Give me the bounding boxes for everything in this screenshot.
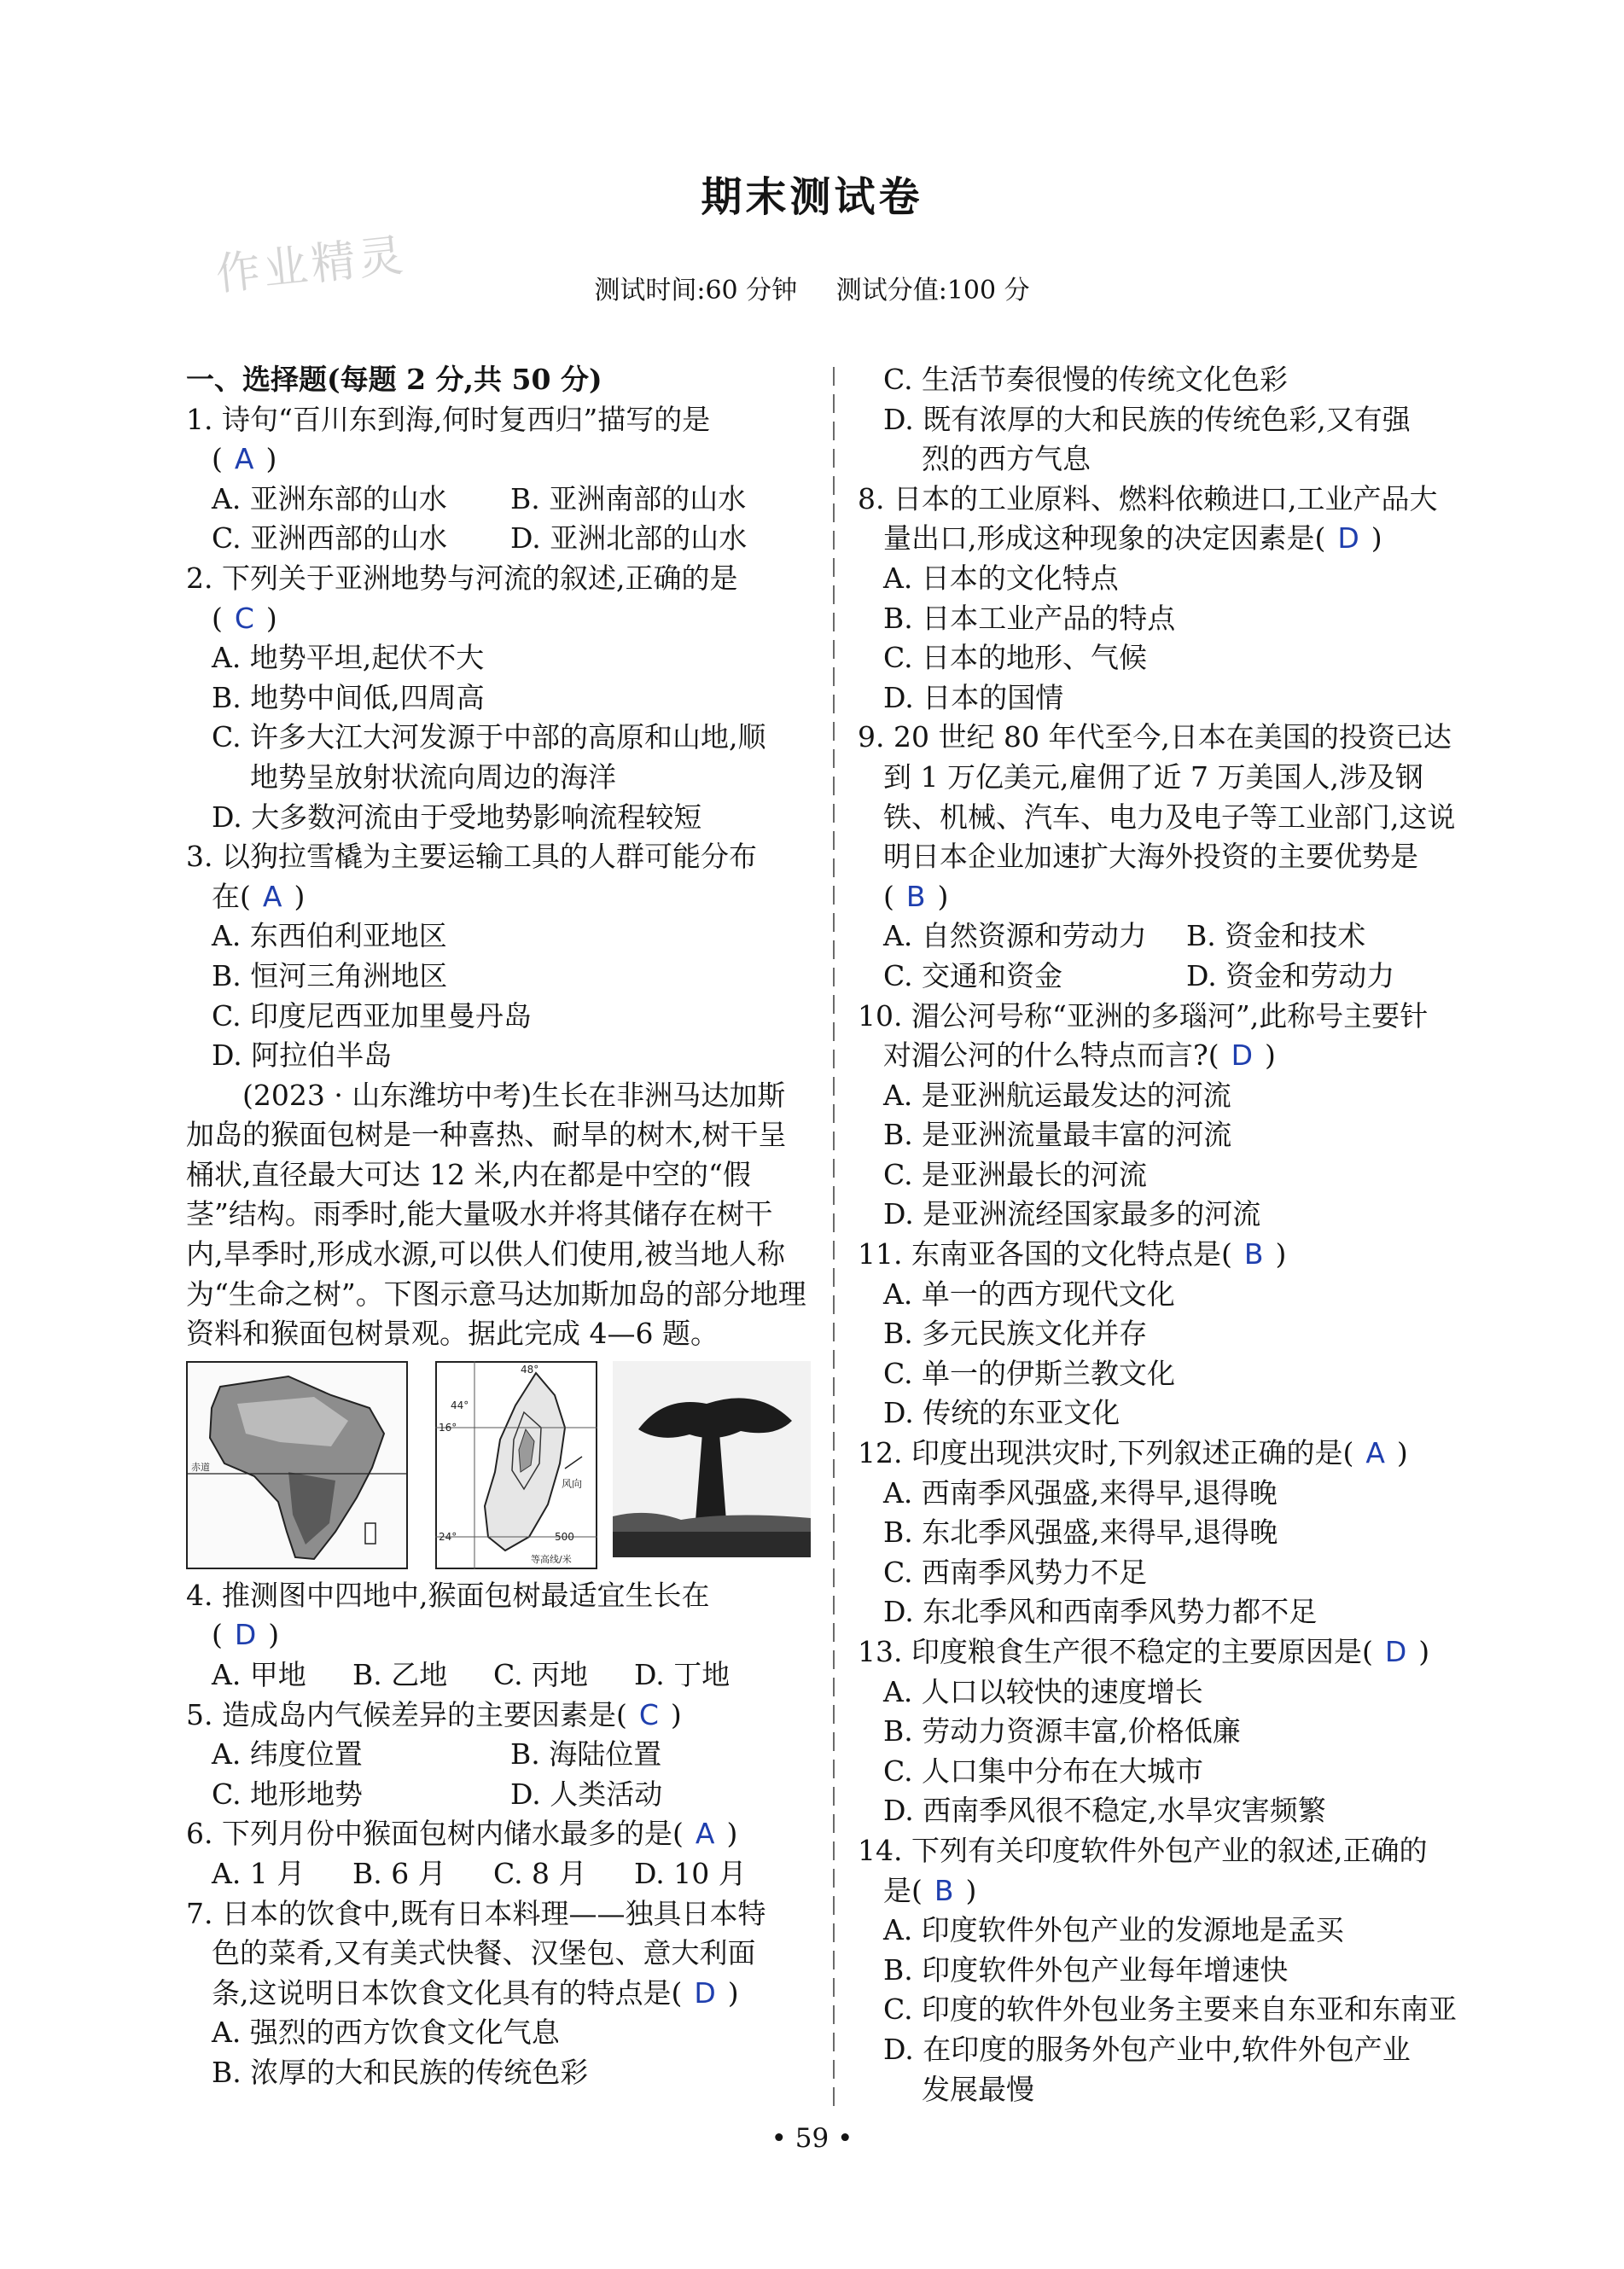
answer-mark: D: [1231, 1039, 1253, 1073]
option: D. 丁地: [634, 1658, 731, 1692]
option: B. 东北季风强盛,来得早,退得晚: [883, 1516, 1278, 1550]
option: C. 日本的地形、气候: [883, 641, 1148, 675]
africa-map: [186, 1361, 408, 1569]
option: D. 大多数河流由于受地势影响流程较短: [212, 800, 702, 834]
option: A. 西南季风强盛,来得早,退得晚: [883, 1475, 1278, 1510]
option: B. 海陆位置: [510, 1737, 662, 1772]
option: B. 乙地: [352, 1658, 448, 1692]
option: D. 是亚洲流经国家最多的河流: [883, 1197, 1261, 1231]
page-title: 期末测试卷: [701, 173, 923, 221]
option: B. 地势中间低,四周高: [212, 680, 485, 714]
answer-mark: C: [638, 1697, 659, 1731]
option: D. 东北季风和西南季风势力都不足: [883, 1595, 1318, 1629]
question-3: 3. 以狗拉雪橇为主要运输工具的人群可能分布 在( A ) A. 东西伯利亚地区 B. 恒河三角洲地区 C. 印度尼西亚加里曼丹岛 D. 阿拉伯半岛: [186, 837, 809, 1076]
option: D. 亚洲北部的山水: [510, 521, 748, 556]
option: B. 6 月: [352, 1857, 446, 1890]
option: B. 劳动力资源丰富,价格低廉: [883, 1714, 1241, 1748]
svg-text:44°: 44°: [451, 1399, 469, 1411]
option: A. 是亚洲航运最发达的河流: [883, 1078, 1231, 1112]
test-score: 测试分值:100 分: [835, 276, 1030, 305]
option: B. 亚洲南部的山水: [510, 481, 747, 515]
option: A. 东西伯利亚地区: [212, 919, 447, 953]
test-time: 测试时间:60 分钟: [594, 276, 798, 305]
answer-mark: A: [695, 1817, 715, 1851]
option: D. 资金和劳动力: [1186, 958, 1395, 992]
question-12: 12. 印度出现洪灾时,下列叙述正确的是( A ) A. 西南季风强盛,来得早,退得晚 B. 东北季风强盛,来得早,退得晚 C. 西南季风势力不足 D. 东北季风和西南季风势力都不足: [858, 1434, 1489, 1632]
answer-mark: B: [1243, 1237, 1264, 1271]
option: C. 印度尼西亚加里曼丹岛: [212, 998, 533, 1033]
option: A. 人口以较快的速度增长: [883, 1674, 1203, 1708]
option: C. 人口集中分布在大城市: [883, 1754, 1204, 1788]
right-column: [858, 360, 1489, 2109]
baobab-photo: [613, 1361, 811, 1557]
option: D. 阿拉伯半岛: [212, 1039, 393, 1073]
option: B. 印度软件外包产业每年增速快: [883, 1952, 1289, 1987]
answer-mark: D: [234, 1618, 257, 1652]
option: B. 多元民族文化并存: [883, 1317, 1148, 1351]
question-13: 13. 印度粮食生产很不稳定的主要原因是( D ) A. 人口以较快的速度增长 B. 劳动力资源丰富,价格低廉 C. 人口集中分布在大城市 D. 西南季风很不稳定,水旱灾害频繁: [858, 1632, 1489, 1831]
svg-text:24°: 24°: [439, 1530, 457, 1543]
answer-mark: C: [234, 601, 254, 635]
watermark: 作业精灵: [213, 230, 410, 301]
option: D. 日本的国情: [883, 680, 1064, 714]
question-1: 1. 诗句“百川东到海,何时复西归”描写的是 ( A ) A. 亚洲东部的山水 B. 亚洲南部的山水 C. 亚洲西部的山水 D. 亚洲北部的山水: [186, 400, 809, 559]
option: A. 地势平坦,起伏不大: [212, 641, 485, 675]
option: C. 单一的伊斯兰教文化: [883, 1356, 1176, 1390]
svg-text:500: 500: [555, 1530, 574, 1543]
question-2: 2. 下列关于亚洲地势与河流的叙述,正确的是 ( C ) A. 地势平坦,起伏不大 B. 地势中间低,四周高 C. 许多大江大河发源于中部的高原和山地,顺 地势呈放射状流向周边的海洋 D. 大多数河流由于受地势影响流程较短: [186, 559, 809, 837]
option: C. 许多大江大河发源于中部的高原和山地,顺: [212, 720, 766, 754]
option: A. 印度软件外包产业的发源地是孟买: [883, 1913, 1344, 1947]
option: C. 交通和资金: [883, 958, 1063, 992]
option-cont: 烈的西方气息: [922, 442, 1091, 476]
svg-text:风向: 风向: [562, 1477, 583, 1490]
answer-mark: B: [934, 1873, 954, 1907]
option: C. 西南季风势力不足: [883, 1555, 1148, 1589]
question-4: 4. 推测图中四地中,猴面包树最适宜生长在 ( D ) A. 甲地 B. 乙地 C. 丙地 D. 丁地: [186, 1576, 809, 1696]
answer-mark: D: [694, 1975, 716, 2010]
option: B. 日本工业产品的特点: [883, 601, 1176, 635]
option: C. 印度的软件外包业务主要来自东亚和东南亚: [883, 1993, 1458, 2027]
reading-passage: (2023 · 山东潍坊中考)生长在非洲马达加斯加岛的猴面包树是一种喜热、耐旱的树木,树干呈桶状,直径最大可达 12 米,内在都是中空的“假茎”结构。雨季时,能大量吸水并将其储存在树干内,旱季时,形成水源,可以供人们使用,被当地人称为“生命之树”。下图示意马达加斯加岛的部分地理资料和猴面包树景观。据此完成 4—6 题。: [186, 1078, 806, 1351]
question-7: 7. 日本的饮食中,既有日本料理——独具日本特 色的菜肴,又有美式快餐、汉堡包、意大利面 条,这说明日本饮食文化具有的特点是( D ) A. 强烈的西方饮食文化气息 B. 浓厚的大和民族的传统色彩: [186, 1894, 809, 2093]
option: A. 日本的文化特点: [883, 561, 1119, 595]
option: A. 亚洲东部的山水: [212, 481, 447, 515]
option: C. 亚洲西部的山水: [212, 521, 448, 556]
svg-text:等高线/米: 等高线/米: [531, 1553, 572, 1565]
option: A. 纬度位置: [212, 1737, 363, 1772]
option: B. 浓厚的大和民族的传统色彩: [212, 2055, 589, 2089]
option: C. 生活节奏很慢的传统文化色彩: [883, 363, 1289, 396]
question-6: 6. 下列月份中猴面包树内储水最多的是( A ) A. 1 月 B. 6 月 C. 8 月 D. 10 月: [186, 1814, 809, 1894]
option-cont: 地势呈放射状流向周边的海洋: [250, 759, 616, 794]
question-7-cont: [858, 360, 1489, 480]
column-divider: [833, 367, 835, 2108]
madagascar-map: [435, 1361, 597, 1569]
question-8: 8. 日本的工业原料、燃料依赖进口,工业产品大 量出口,形成这种现象的决定因素是( D ) A. 日本的文化特点 B. 日本工业产品的特点 C. 日本的地形、气候 D. 日本的国情: [858, 480, 1489, 719]
option: D. 10 月: [634, 1857, 747, 1890]
question-5: 5. 造成岛内气候差异的主要因素是( C ) A. 纬度位置 B. 海陆位置 C. 地形地势 D. 人类活动: [186, 1696, 809, 1815]
test-info: [0, 269, 1624, 306]
option: D. 西南季风很不稳定,水旱灾害频繁: [883, 1794, 1326, 1828]
answer-mark: B: [905, 879, 926, 913]
option-cont: 发展最慢: [922, 2072, 1034, 2106]
option: B. 恒河三角洲地区: [212, 958, 448, 992]
option: A. 1 月: [212, 1857, 306, 1890]
answer-mark: D: [1337, 521, 1359, 556]
answer-mark: D: [1384, 1635, 1407, 1668]
question-10: 10. 湄公河号称“亚洲的多瑙河”,此称号主要针 对湄公河的什么特点而言?( D ) A. 是亚洲航运最发达的河流 B. 是亚洲流量最丰富的河流 C. 是亚洲最长的河流 D. 是亚洲流经国家最多的河流: [858, 997, 1489, 1236]
section-heading: 一、选择题(每题 2 分,共 50 分): [186, 363, 602, 396]
svg-text:48°: 48°: [521, 1363, 539, 1376]
option: D. 既有浓厚的大和民族的传统色彩,又有强: [883, 402, 1411, 436]
option: A. 甲地: [212, 1658, 306, 1692]
option: A. 自然资源和劳动力: [883, 919, 1147, 953]
answer-mark: A: [262, 879, 282, 913]
answer-mark: A: [234, 442, 254, 476]
question-9: 9. 20 世纪 80 年代至今,日本在美国的投资已达 到 1 万亿美元,雇佣了近 7 万美国人,涉及钢 铁、机械、汽车、电力及电子等工业部门,这说 明日本企业加速扩大海外投资的主要优势是 ( B ) A. 自然资源和劳动力 B. 资金和技术 C. 交通和资金 D. 资金和劳动力: [858, 718, 1489, 996]
question-14: 14. 下列有关印度软件外包产业的叙述,正确的 是( B ) A. 印度软件外包产业的发源地是孟买 B. 印度软件外包产业每年增速快 C. 印度的软件外包业务主要来自东亚和东南亚 D. 在印度的服务外包产业中,软件外包产业 发展最慢: [858, 1831, 1489, 2109]
page-number: • 59 •: [771, 2123, 853, 2154]
option: D. 在印度的服务外包产业中,软件外包产业: [883, 2032, 1411, 2066]
option: C. 地形地势: [212, 1777, 364, 1811]
option: D. 人类活动: [510, 1777, 663, 1811]
svg-text:赤道: 赤道: [191, 1461, 210, 1473]
answer-mark: A: [1365, 1436, 1385, 1470]
option: B. 资金和技术: [1186, 919, 1366, 953]
option: A. 强烈的西方饮食文化气息: [212, 2016, 560, 2050]
figure-group: [186, 1361, 809, 1569]
option: C. 丙地: [493, 1658, 589, 1692]
option: D. 传统的东亚文化: [883, 1396, 1121, 1430]
option: C. 是亚洲最长的河流: [883, 1157, 1148, 1191]
option: A. 单一的西方现代文化: [883, 1277, 1175, 1311]
question-11: 11. 东南亚各国的文化特点是( B ) A. 单一的西方现代文化 B. 多元民族文化并存 C. 单一的伊斯兰教文化 D. 传统的东亚文化: [858, 1235, 1489, 1434]
option: B. 是亚洲流量最丰富的河流: [883, 1118, 1232, 1152]
left-column: [186, 360, 809, 2093]
option: C. 8 月: [493, 1857, 587, 1890]
svg-text:16°: 16°: [439, 1421, 457, 1434]
